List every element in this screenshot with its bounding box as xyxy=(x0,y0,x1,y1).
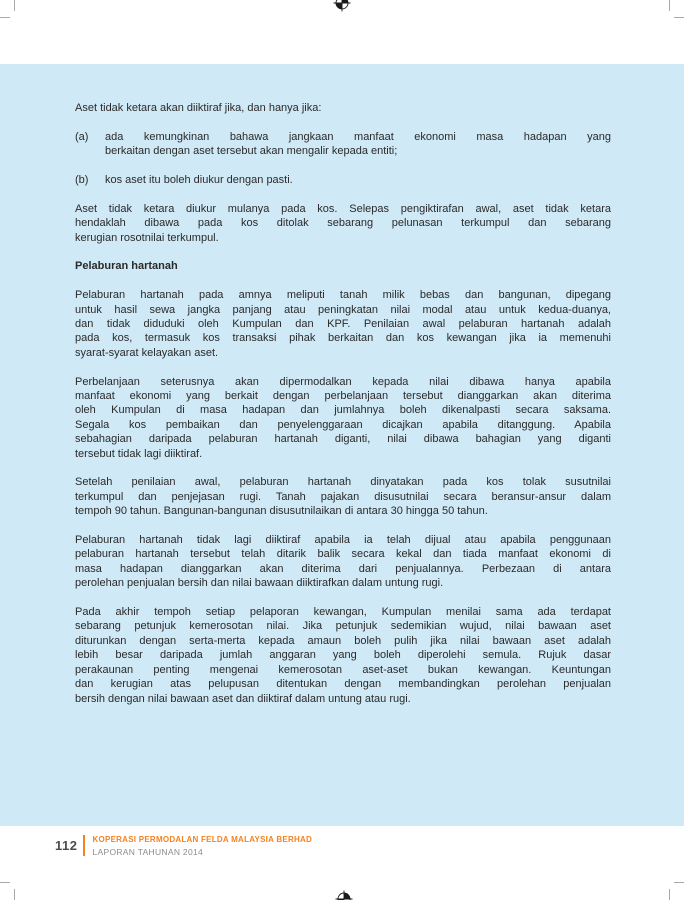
paragraph: Pada akhir tempoh setiap pelaporan kewangan, Kumpulan menilai sama ada terdapat sebarang petunjuk kemerosotan nilai. Jika petunjuk sedemikian wujud, nilai bawaan aset diturunkan dengan serta-merta kepada amaun boleh pulih jika nilai bawaan aset adalah lebih besar daripada jumlah anggaran yang boleh diperolehi semula. Rujuk dasar perakaunan penting mengenai kemerosotan aset-aset bukan kewangan. Keuntungan dan kerugian atas pelupusan ditentukan dengan membandingkan perolehan penjualan bersih dengan nilai bawaan aset dan diiktiraf dalam untung atau rugi. xyxy=(75,606,611,705)
paragraph: Perbelanjaan seterusnya akan dipermodalkan kepada nilai dibawa hanya apabila manfaat ekonomi yang berkait dengan perbelanjaan tersebut dianggarkan akan diterima oleh Kumpulan di masa hadapan dan jumlahnya boleh dikenalpasti secara saksama. Segala kos pembaikan dan penyelenggaraan dicajkan apabila ditanggung. Apabila sebahagian daripada pelaburan hartanah diganti, nilai dibawa bahagian yang diganti tersebut tidak lagi diiktiraf. xyxy=(75,375,611,460)
paragraph-intangible-measurement: Aset tidak ketara diukur mulanya pada kos. Selepas pengiktirafan awal, aset tidak ketara hendaklah dibawa pada kos ditolak sebarang pelunasan terkumpul dan sebarang kerugian rosotnilai terkumpul. xyxy=(75,202,611,244)
paragraph: Pelaburan hartanah pada amnya meliputi tanah milik bebas dan bangunan, dipegang untuk hasil sewa jangka panjang atau peningkatan nilai modal atau untuk kedua-duanya, dan tidak diduduki oleh Kumpulan dan KPF. Penilaian awal pelaburan hartanah adalah pada kos, termasuk kos transaksi pihak berkaitan dan kos kewangan jika ia memenuhi syarat-syarat kelayakan aset. xyxy=(75,289,611,359)
footer-divider xyxy=(83,835,85,856)
paragraph: Pelaburan hartanah tidak lagi diiktiraf apabila ia telah dijual atau apabila penggunaan pelaburan hartanah tersebut telah ditarik balik secara kekal dan tiada manfaat ekonomi di masa hadapan dianggarkan akan diterima dari penjualannya. Perbezaan di antara perolehan penjualan bersih dan nilai bawaan diiktirafkan dalam untung rugi. xyxy=(75,534,611,590)
list-item-text: ada kemungkinan bahawa jangkaan manfaat ekonomi masa hadapan yang berkaitan dengan aset tersebut akan mengalir kepada entiti; xyxy=(105,130,611,158)
organization-name: KOPERASI PERMODALAN FELDA MALAYSIA BERHAD xyxy=(92,835,313,844)
footer-text xyxy=(92,835,312,857)
registration-mark-icon xyxy=(333,0,351,12)
body-text-column xyxy=(75,101,611,720)
crop-mark-icon xyxy=(0,882,10,883)
crop-mark-icon xyxy=(674,17,684,18)
list-item-label: (a) xyxy=(75,130,89,143)
list-item-b xyxy=(75,173,611,187)
crop-mark-icon xyxy=(669,889,670,900)
crop-mark-icon xyxy=(669,0,670,11)
page-footer xyxy=(55,835,312,857)
crop-mark-icon xyxy=(14,0,15,11)
list-item-label: (b) xyxy=(75,174,89,186)
report-title: LAPORAN TAHUNAN 2014 xyxy=(92,846,204,857)
page-number: 112 xyxy=(55,838,78,854)
crop-mark-icon xyxy=(0,17,10,18)
list-item-text: kos aset itu boleh diukur dengan pasti. xyxy=(105,174,293,186)
registration-mark-icon xyxy=(335,890,353,900)
paragraph-intro: Aset tidak ketara akan diiktiraf jika, dan hanya jika: xyxy=(75,102,322,114)
list-item-a xyxy=(75,130,611,159)
paragraph: Setelah penilaian awal, pelaburan hartanah dinyatakan pada kos tolak susutnilai terkumpul dan penjejasan rugi. Tanah pajakan disusutnilai secara beransur-ansur dalam tempoh 90 tahun. Bangunan-bangunan disusutnilaikan di antara 30 hingga 50 tahun. xyxy=(75,476,611,518)
section-heading: Pelaburan hartanah xyxy=(75,260,178,273)
crop-mark-icon xyxy=(14,889,15,900)
crop-mark-icon xyxy=(674,882,684,883)
